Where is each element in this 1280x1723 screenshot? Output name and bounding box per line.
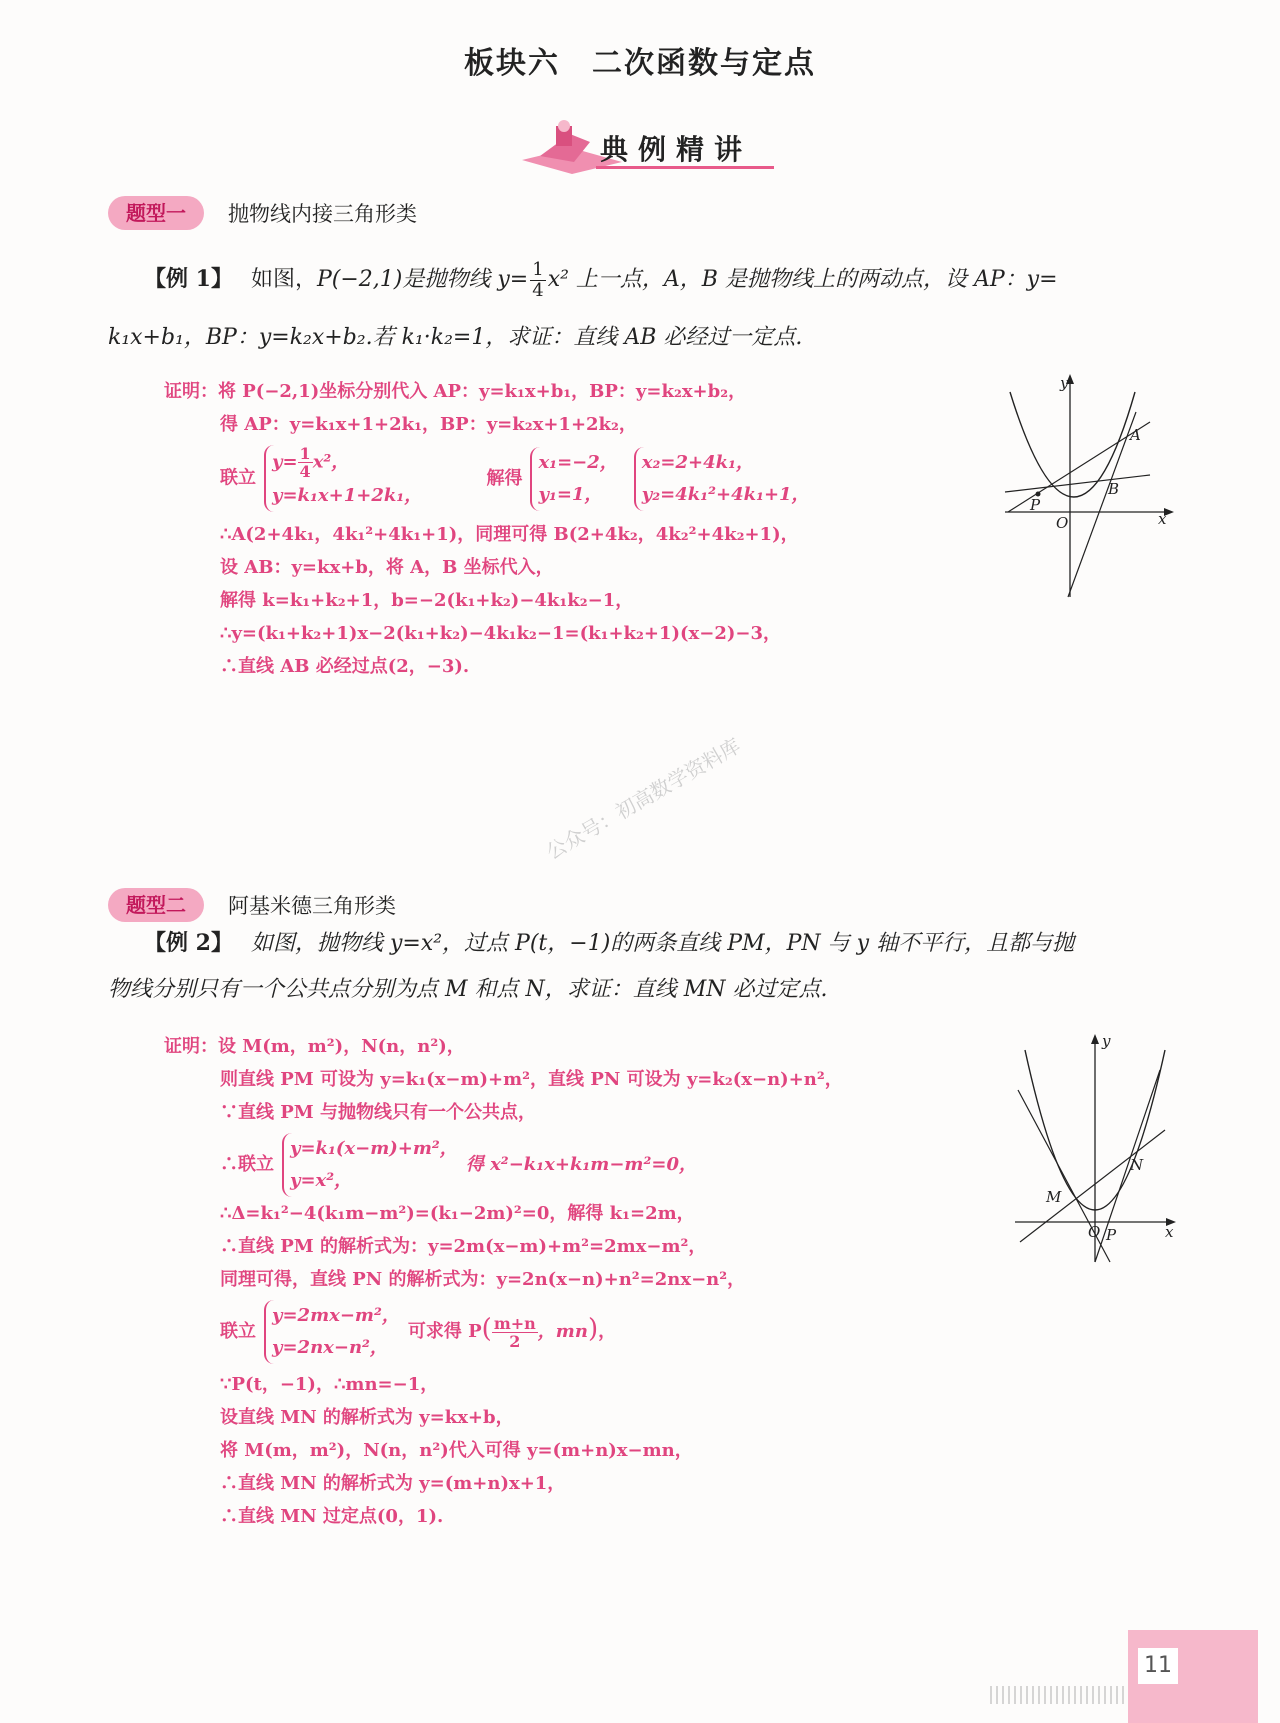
sys2-b: y₁=1， xyxy=(538,483,603,505)
ex1-stem-line2: k₁x+b₁，BP：y=k₂x+b₂.若 k₁·k₂=1，求证：直线 AB 必经过一定点. xyxy=(108,325,803,350)
proof1-l8: ∴直线 AB 必经过点(2，−3). xyxy=(220,656,470,677)
proof1-solve-label: 解得 xyxy=(486,467,523,489)
page-number: 11 xyxy=(1138,1648,1178,1684)
ex1-frac xyxy=(530,260,545,301)
proof2-l13: ∴直线 MN 过定点(0，1). xyxy=(220,1506,444,1527)
figure2-diagram xyxy=(1010,1030,1185,1265)
banner-label: 典例精讲 xyxy=(600,133,753,166)
sys3-b: y₂=4k₁²+4k₁+1， xyxy=(641,483,810,505)
watermark: 公众号：初高数学资料库 xyxy=(542,733,745,865)
proof1-l6: 解得 k=k₁+k₂+1，b=−2(k₁+k₂)−4k₁k₂−1， xyxy=(220,590,634,611)
sys4-a: y=k₁(x−m)+m²， xyxy=(290,1138,458,1159)
sys1-frac xyxy=(298,445,313,480)
type1-badge: 题型一 xyxy=(108,196,204,230)
proof2-l5: ∴Δ=k₁²−4(k₁m−m²)=(k₁−2m)²=0，解得 k₁=2m， xyxy=(220,1203,695,1224)
fig1-a-label: A xyxy=(1130,426,1141,444)
p-frac-den: 2 xyxy=(509,1331,521,1351)
title-part2: 二次函数与定点 xyxy=(592,46,816,81)
proof2-sys4 xyxy=(282,1133,458,1197)
type1-title: 抛物线内接三角形类 xyxy=(228,202,417,226)
sys1-a-post: x²， xyxy=(312,451,350,473)
proof2-l2: 则直线 PM 可设为 y=k₁(x−m)+m²，直线 PN 可设为 y=k₂(x−n)+n²， xyxy=(220,1069,843,1090)
proof1-l3-label: 联立 xyxy=(220,467,256,489)
fig1-x-label: x xyxy=(1158,510,1167,528)
ex1-frac-den: 4 xyxy=(532,279,544,301)
proof1 xyxy=(164,375,818,683)
type2-badge: 题型二 xyxy=(108,888,204,922)
ex1-stem-c: y= xyxy=(497,267,529,292)
proof1-l4: ∴A(2+4k₁，4k₁²+4k₁+1)，同理可得 B(2+4k₂，4k₂²+4k₂+1)， xyxy=(220,524,799,545)
sys3-a: x₂=2+4k₁， xyxy=(641,451,754,473)
proof2 xyxy=(164,1030,843,1533)
proof1-sys2 xyxy=(530,447,617,511)
proof2-sys5 xyxy=(264,1300,400,1364)
ex2-stem-line1: 如图，抛物线 y=x²，过点 P(t，−1)的两条直线 PM，PN 与 y 轴不平行，且都与抛 xyxy=(250,931,1075,956)
title-part1: 板块六 xyxy=(464,46,560,81)
proof1-system xyxy=(220,445,818,512)
sys4-b: y=x²， xyxy=(290,1170,353,1191)
proof2-l7: 同理可得，直线 PN 的解析式为：y=2n(x−n)+n²=2nx−n²， xyxy=(220,1269,746,1290)
fig1-y-label: y xyxy=(1060,374,1069,392)
sys5-a: y=2mx−m²， xyxy=(272,1305,400,1326)
fig2-m-label: M xyxy=(1046,1188,1062,1206)
sys1-frac-num: 1 xyxy=(299,444,311,463)
banner-underline xyxy=(596,166,774,169)
fig1-o-label: O xyxy=(1056,514,1069,532)
fig2-y-label: y xyxy=(1102,1032,1111,1050)
fig2-o-label: O xyxy=(1088,1223,1101,1241)
p-frac-num: m+n xyxy=(493,1313,536,1333)
proof2-l12: ∴直线 MN 的解析式为 y=(m+n)x+1， xyxy=(220,1473,566,1494)
proof2-l1: 证明：设 M(m，m²)，N(n，n²)， xyxy=(164,1036,465,1057)
p-post: ，mn xyxy=(537,1321,588,1342)
example1-tag: 【例 1】 xyxy=(144,266,233,292)
fig1-b-label: B xyxy=(1108,480,1120,498)
page-title xyxy=(0,38,1280,82)
proof1-l5: 设 AB：y=kx+b，将 A，B 坐标代入， xyxy=(220,557,554,578)
sys1-b: y=k₁x+1+2k₁， xyxy=(272,485,423,506)
proof2-l10: 设直线 MN 的解析式为 y=kx+b， xyxy=(220,1407,514,1428)
ex1-stem-b: P(−2,1)是抛物线 xyxy=(316,267,498,292)
example2-tag: 【例 2】 xyxy=(144,930,233,956)
proof2-l9: ∵P(t，−1)，∴mn=−1， xyxy=(220,1374,439,1395)
ex1-frac-num: 1 xyxy=(532,258,544,280)
ex2-stem-line2: 物线分别只有一个公共点分别为点 M 和点 N，求证：直线 MN 必过定点. xyxy=(108,977,828,1002)
sys1-frac-den: 4 xyxy=(299,462,311,481)
proof1-sys3 xyxy=(634,447,810,511)
figure1-diagram xyxy=(1000,372,1180,602)
proof2-l8-mid: 可求得 P xyxy=(407,1321,482,1342)
p-frac xyxy=(492,1315,538,1350)
fig1-p-label: P xyxy=(1030,496,1041,514)
ex1-stem-d: x² 上一点，A，B 是抛物线上的两动点，设 AP：y= xyxy=(547,267,1058,292)
example1-stem xyxy=(108,250,1178,367)
proof2-l4-post: 得 x²−k₁x+k₁m−m²=0， xyxy=(465,1154,697,1175)
proof2-l8-label: 联立 xyxy=(220,1321,256,1342)
sys2-a: x₁=−2， xyxy=(538,451,618,473)
proof1-l7: ∴y=(k₁+k₂+1)x−2(k₁+k₂)−4k₁k₂−1=(k₁+k₂+1)(x−2)−3， xyxy=(220,623,782,644)
type2-title: 阿基米德三角形类 xyxy=(228,894,396,918)
footer-decoration xyxy=(990,1686,1130,1704)
proof1-l1: 证明：将 P(−2,1)坐标分别代入 AP：y=k₁x+b₁，BP：y=k₂x+b₂， xyxy=(164,381,747,402)
sys5-b: y=2nx−n²， xyxy=(272,1337,388,1358)
fig2-p-label: P xyxy=(1106,1226,1117,1244)
proof2-l11: 将 M(m，m²)，N(n，n²)代入可得 y=(m+n)x−mn， xyxy=(220,1440,693,1461)
sys1-a-pre: y= xyxy=(272,451,298,473)
proof2-l3: ∵直线 PM 与抛物线只有一个公共点， xyxy=(220,1102,536,1123)
fig2-x-label: x xyxy=(1165,1223,1174,1241)
proof2-system1 xyxy=(220,1133,843,1197)
proof2-system2: 联立 y=2mx−m²， y=2nx−n²， 可求得 P( $\frac{m+n}{2}$ ，mn)， xyxy=(220,1300,843,1364)
proof1-sys1 xyxy=(264,445,422,512)
proof2-l4-label: ∴联立 xyxy=(220,1154,274,1175)
proof2-l6: ∴直线 PM 的解析式为：y=2m(x−m)+m²=2mx−m²， xyxy=(220,1236,707,1257)
ex1-stem-a: 如图， xyxy=(250,267,317,292)
fig2-n-label: N xyxy=(1130,1156,1144,1174)
example2-stem xyxy=(108,920,1178,1013)
proof1-l2: 得 AP：y=k₁x+1+2k₁，BP：y=k₂x+1+2k₂， xyxy=(220,414,637,435)
